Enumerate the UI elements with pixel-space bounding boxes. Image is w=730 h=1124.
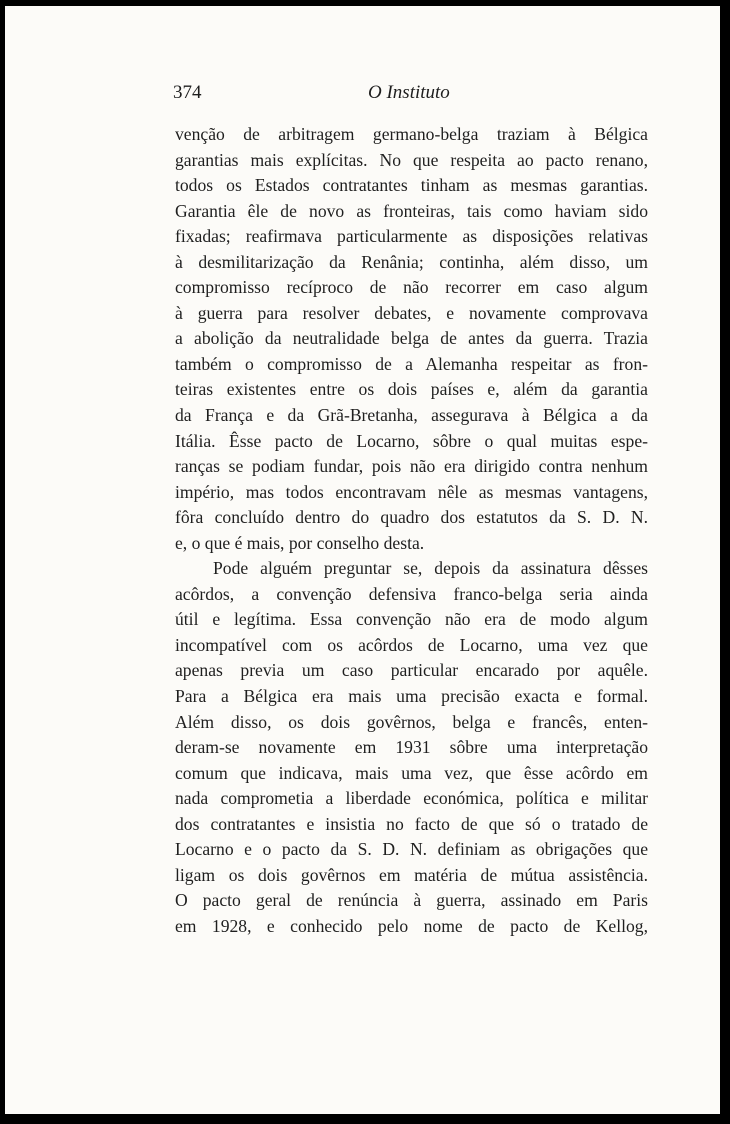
text-line: compromisso recíproco de não recorrer em caso algum — [175, 277, 648, 298]
book-page — [5, 6, 720, 1114]
text-line: Além disso, os dois govêrnos, belga e francês, enten- — [175, 711, 648, 732]
text-line: dos contratantes e insistia no facto de que só o tratado de — [175, 813, 648, 834]
text-line: também o compromisso de a Alemanha respeitar as fron- — [175, 353, 648, 374]
page-header — [5, 82, 720, 106]
text-line: nada comprometia a liberdade económica, política e militar — [175, 788, 648, 809]
body-text — [175, 122, 648, 940]
text-line: e, o que é mais, por conselho desta. — [175, 532, 425, 553]
text-line: em 1928, e conhecido pelo nome de pacto de Kellog, — [175, 915, 648, 936]
paragraph-2 — [175, 556, 648, 939]
text-line: ligam os dois govêrnos em matéria de mútua assistência. — [175, 864, 648, 885]
text-line: venção de arbitragem germano-belga traziam à Bélgica — [175, 124, 648, 144]
text-line: Garantia êle de novo as fronteiras, tais como haviam sido — [175, 200, 648, 221]
text-line: Pode alguém preguntar se, depois da assinatura dêsses — [213, 558, 648, 579]
text-line: incompatível com os acôrdos de Locarno, uma vez que — [175, 634, 648, 655]
text-line: império, mas todos encontravam nêle as mesmas vantagens, — [175, 481, 648, 502]
text-line: Para a Bélgica era mais uma precisão exacta e formal. — [175, 686, 648, 707]
text-line: O pacto geral de renúncia à guerra, assinado em Paris — [175, 890, 648, 911]
text-line: ranças se podiam fundar, pois não era dirigido contra nenhum — [175, 456, 648, 477]
text-line: acôrdos, a convenção defensiva franco-belga seria ainda — [175, 583, 648, 604]
text-line: à guerra para resolver debates, e novamente comprovava — [175, 302, 648, 323]
text-line: útil e legítima. Essa convenção não era de modo algum — [175, 609, 648, 630]
text-line: comum que indicava, mais uma vez, que êsse acôrdo em — [175, 762, 648, 783]
text-line: a abolição da neutralidade belga de antes da guerra. Trazia — [175, 328, 648, 349]
text-line: apenas previa um caso particular encarado por aquêle. — [175, 660, 648, 681]
running-title: O Instituto — [368, 82, 450, 103]
page-number: 374 — [173, 82, 202, 103]
text-line: Locarno e o pacto da S. D. N. definiam as obrigações que — [175, 839, 648, 860]
text-line: garantias mais explícitas. No que respeita ao pacto renano, — [175, 149, 648, 170]
text-line: Itália. Êsse pacto de Locarno, sôbre o qual muitas espe- — [175, 430, 648, 451]
text-line: todos os Estados contratantes tinham as mesmas garantias. — [175, 175, 648, 196]
text-line: fixadas; reafirmava particularmente as disposições relativas — [175, 226, 648, 247]
text-line: deram-se novamente em 1931 sôbre uma interpretação — [175, 737, 648, 758]
text-line: da França e da Grã-Bretanha, assegurava à Bélgica a da — [175, 405, 648, 426]
paragraph-1 — [175, 122, 648, 556]
text-line: fôra concluído dentro do quadro dos estatutos da S. D. N. — [175, 507, 648, 528]
text-line: teiras existentes entre os dois países e, além da garantia — [175, 379, 648, 400]
text-line: à desmilitarização da Renânia; continha, além disso, um — [175, 251, 648, 272]
